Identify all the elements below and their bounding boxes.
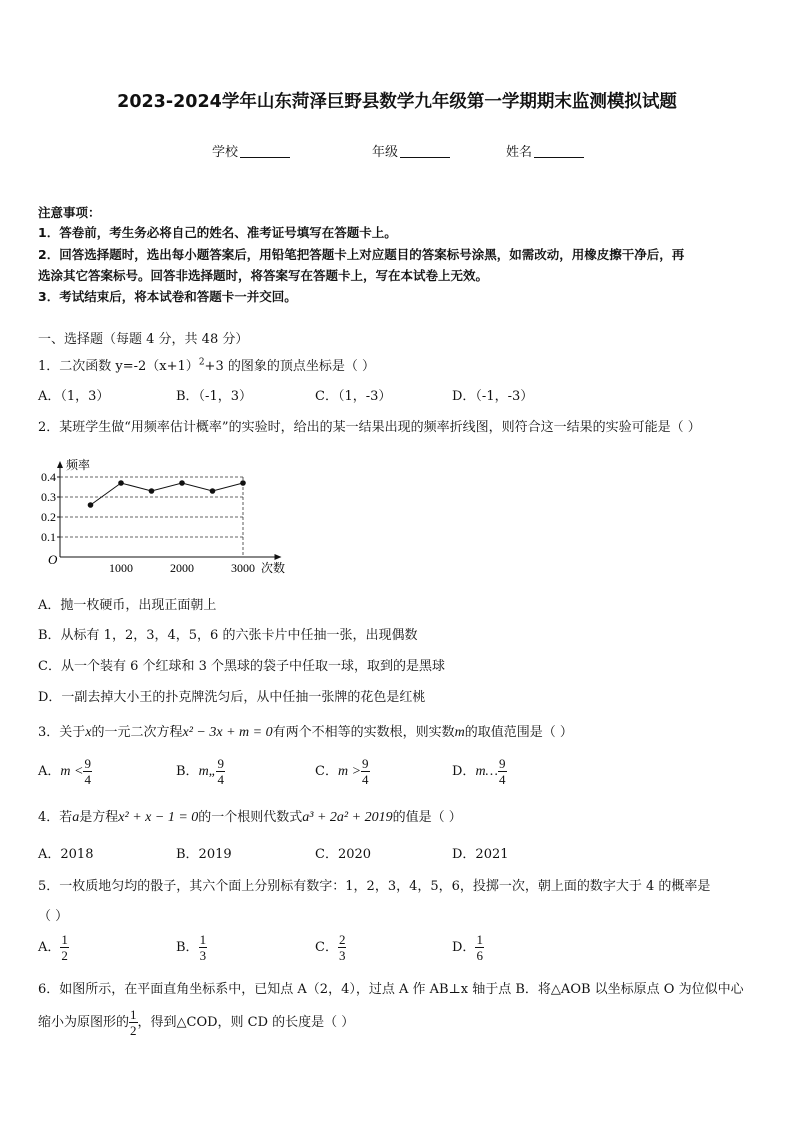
- data-point: [210, 488, 216, 494]
- chart-axes: [57, 461, 282, 560]
- name-field: [506, 141, 584, 160]
- data-point: [118, 480, 124, 486]
- question-2: 2．某班学生做“用频率估计概率”的实验时，给出的某一结果出现的频率折线图，则符合这一结果的实验可能是（ ）: [38, 420, 701, 435]
- fraction-numerator: 1: [199, 932, 207, 947]
- fraction-numerator: 1: [130, 1007, 137, 1022]
- data-point: [179, 480, 185, 486]
- q6-fraction: [129, 1007, 138, 1038]
- q4-equation: x² + x − 1 = 0: [118, 810, 199, 825]
- note-1: 1．答卷前，考生务必将自己的姓名、准考证号填写在答题卡上。: [38, 225, 397, 240]
- x-axis-arrow: [275, 554, 282, 560]
- q5-option-c-fraction: [338, 932, 347, 963]
- q3-option-c-expr: m >: [337, 764, 362, 779]
- q1-option-b: B．（-1，3）: [176, 389, 252, 404]
- q3-option-b-fraction: [216, 756, 225, 787]
- x-tick-label: 2000: [170, 561, 194, 575]
- origin-label: O: [48, 552, 58, 567]
- y-axis-arrow: [57, 461, 63, 468]
- school-field: [212, 141, 290, 160]
- data-point: [240, 480, 246, 486]
- fraction-denominator: 3: [338, 948, 346, 963]
- q1-option-c: C．（1，-3）: [315, 389, 392, 404]
- x-axis-label: 次数: [261, 561, 286, 575]
- question-6-line-1: 6．如图所示，在平面直角坐标系中，已知点 A（2，4），过点 A 作 AB⊥x 轴于点 B．将△AOB 以坐标原点 O 为位似中心: [38, 982, 744, 997]
- note-2b: 选涂其它答案标号。回答非选择题时，将答案写在答题卡上，写在本试卷上无效。: [38, 268, 489, 283]
- school-blank: [240, 145, 290, 158]
- q3-equation: x² − 3x + m = 0: [182, 725, 273, 740]
- q1-text-post: +3 的图象的顶点坐标是（ ）: [204, 359, 375, 374]
- q4-pre: 4．若: [38, 810, 73, 825]
- question-1: [38, 355, 375, 374]
- frequency-line: [91, 483, 244, 505]
- section-heading: 一、选择题（每题 4 分，共 48 分）: [38, 332, 249, 347]
- q4-mid2: 的一个根则代数式: [198, 810, 303, 825]
- q5-option-d-label: D．: [452, 940, 476, 955]
- q6-post: ，得到△COD，则 CD 的长度是（ ）: [137, 1015, 355, 1030]
- name-blank: [534, 145, 584, 158]
- note-2a: 2．回答选择题时，选出每小题答案后，用铅笔把答题卡上对应题目的答案标号涂黑，如需改动，用橡皮擦干净后，再: [38, 247, 685, 262]
- q4-option-d: D．2021: [452, 847, 509, 862]
- q4-expression: a³ + 2a² + 2019: [302, 810, 393, 825]
- q3-option-c: [315, 756, 370, 787]
- chart-series: [88, 480, 246, 508]
- fraction-numerator: 9: [499, 756, 506, 771]
- data-point: [88, 502, 94, 508]
- q1-text-pre: 1．二次函数 y=-2（x+1）: [38, 359, 199, 374]
- grade-field: [372, 141, 450, 160]
- fraction-denominator: 2: [130, 1023, 137, 1038]
- y-tick-label: 0.1: [41, 530, 56, 544]
- q4-var-a: a: [72, 810, 80, 825]
- q3-var-m: m: [454, 725, 465, 740]
- q3-option-a-expr: m <: [60, 764, 84, 779]
- fraction-denominator: 2: [61, 948, 68, 963]
- q2-option-b: B．从标有 1，2，3，4，5，6 的六张卡片中任抽一张，出现偶数: [38, 628, 418, 643]
- q4-option-a: A．2018: [38, 847, 94, 862]
- q4-mid1: 是方程: [79, 810, 119, 825]
- q6-pre: 缩小为原图形的: [38, 1015, 130, 1030]
- q3-mid1: 的一元二次方程: [91, 725, 183, 740]
- fraction-numerator: 9: [84, 756, 91, 771]
- q2-option-a: A．抛一枚硬币，出现正面朝上: [38, 598, 217, 613]
- q3-option-a-label: A．: [38, 764, 61, 779]
- question-6-line-2: [38, 1007, 354, 1038]
- q3-option-a: [38, 756, 92, 787]
- q3-option-b-expr: m„: [198, 764, 217, 779]
- note-3: 3．考试结束后，将本试卷和答题卡一并交回。: [38, 289, 297, 304]
- q5-option-b: [176, 932, 207, 963]
- q3-post: 的取值范围是（ ）: [464, 725, 573, 740]
- q1-option-d: D．（-1，-3）: [452, 389, 534, 404]
- q2-option-d: D．一副去掉大小王的扑克牌洗匀后，从中任抽一张牌的花色是红桃: [38, 690, 426, 705]
- q3-option-c-fraction: [361, 756, 370, 787]
- q5-option-b-label: B．: [176, 940, 199, 955]
- q5-option-c-label: C．: [315, 940, 338, 955]
- q3-option-c-label: C．: [315, 764, 338, 779]
- q3-pre: 3．关于: [38, 725, 86, 740]
- x-tick-label: 3000: [231, 561, 255, 575]
- q3-option-a-fraction: [83, 756, 92, 787]
- y-tick-label: 0.2: [41, 510, 56, 524]
- question-3: [38, 721, 573, 741]
- question-5: 5．一枚质地匀均的骰子，其六个面上分别标有数字：1，2，3，4，5，6，投掷一次，朝上面的数字大于 4 的概率是: [38, 879, 711, 894]
- question-4: [38, 806, 462, 826]
- q3-option-d-expr: m…: [475, 764, 498, 779]
- data-point: [149, 488, 155, 494]
- frequency-line-chart: [30, 440, 286, 580]
- fraction-numerator: 9: [362, 756, 369, 771]
- q3-var-x: x: [85, 725, 92, 740]
- q3-option-b-label: B．: [176, 764, 199, 779]
- q5-option-c: [315, 932, 346, 963]
- q5-option-d-fraction: [475, 932, 484, 963]
- q1-option-a: A．（1，3）: [38, 389, 110, 404]
- q4-option-c: C．2020: [315, 847, 372, 862]
- fraction-numerator: 1: [476, 932, 483, 947]
- q5-option-d: [452, 932, 484, 963]
- grade-label: 年级: [372, 145, 399, 160]
- q3-option-d-fraction: [498, 756, 507, 787]
- y-tick-label: 0.3: [41, 490, 56, 504]
- name-label: 姓名: [506, 145, 533, 160]
- q3-option-b: [176, 756, 225, 787]
- fraction-numerator: 1: [61, 932, 68, 947]
- fraction-numerator: 2: [338, 932, 346, 947]
- q2-option-c: C．从一个装有 6 个红球和 3 个黑球的袋子中任取一球，取到的是黑球: [38, 659, 446, 674]
- q4-post: 的值是（ ）: [392, 810, 462, 825]
- fraction-denominator: 4: [217, 772, 224, 787]
- fraction-denominator: 6: [476, 948, 483, 963]
- fraction-numerator: 9: [217, 756, 224, 771]
- q3-mid2: 有两个不相等的实数根，则实数: [272, 725, 455, 740]
- y-tick-label: 0.4: [41, 470, 56, 484]
- x-tick-label: 1000: [109, 561, 133, 575]
- q5-option-a: [38, 932, 69, 963]
- q1-exponent: 2: [198, 357, 205, 368]
- q5-option-a-label: A．: [38, 940, 61, 955]
- q5-option-b-fraction: [199, 932, 208, 963]
- fraction-denominator: 3: [199, 948, 207, 963]
- school-label: 学校: [212, 145, 239, 160]
- y-axis-label: 频率: [66, 458, 91, 472]
- q3-option-d: [452, 756, 507, 787]
- fraction-denominator: 4: [499, 772, 506, 787]
- notes-heading: 注意事项：: [38, 205, 101, 220]
- q4-option-b: B．2019: [176, 847, 232, 862]
- q5-option-a-fraction: [60, 932, 69, 963]
- q3-option-d-label: D．: [452, 764, 476, 779]
- q5-answer-paren: （ ）: [38, 909, 69, 924]
- grade-blank: [400, 145, 450, 158]
- exam-title: 2023-2024学年山东菏泽巨野县数学九年级第一学期期末监测模拟试题: [117, 92, 677, 112]
- fraction-denominator: 4: [362, 772, 369, 787]
- fraction-denominator: 4: [84, 772, 91, 787]
